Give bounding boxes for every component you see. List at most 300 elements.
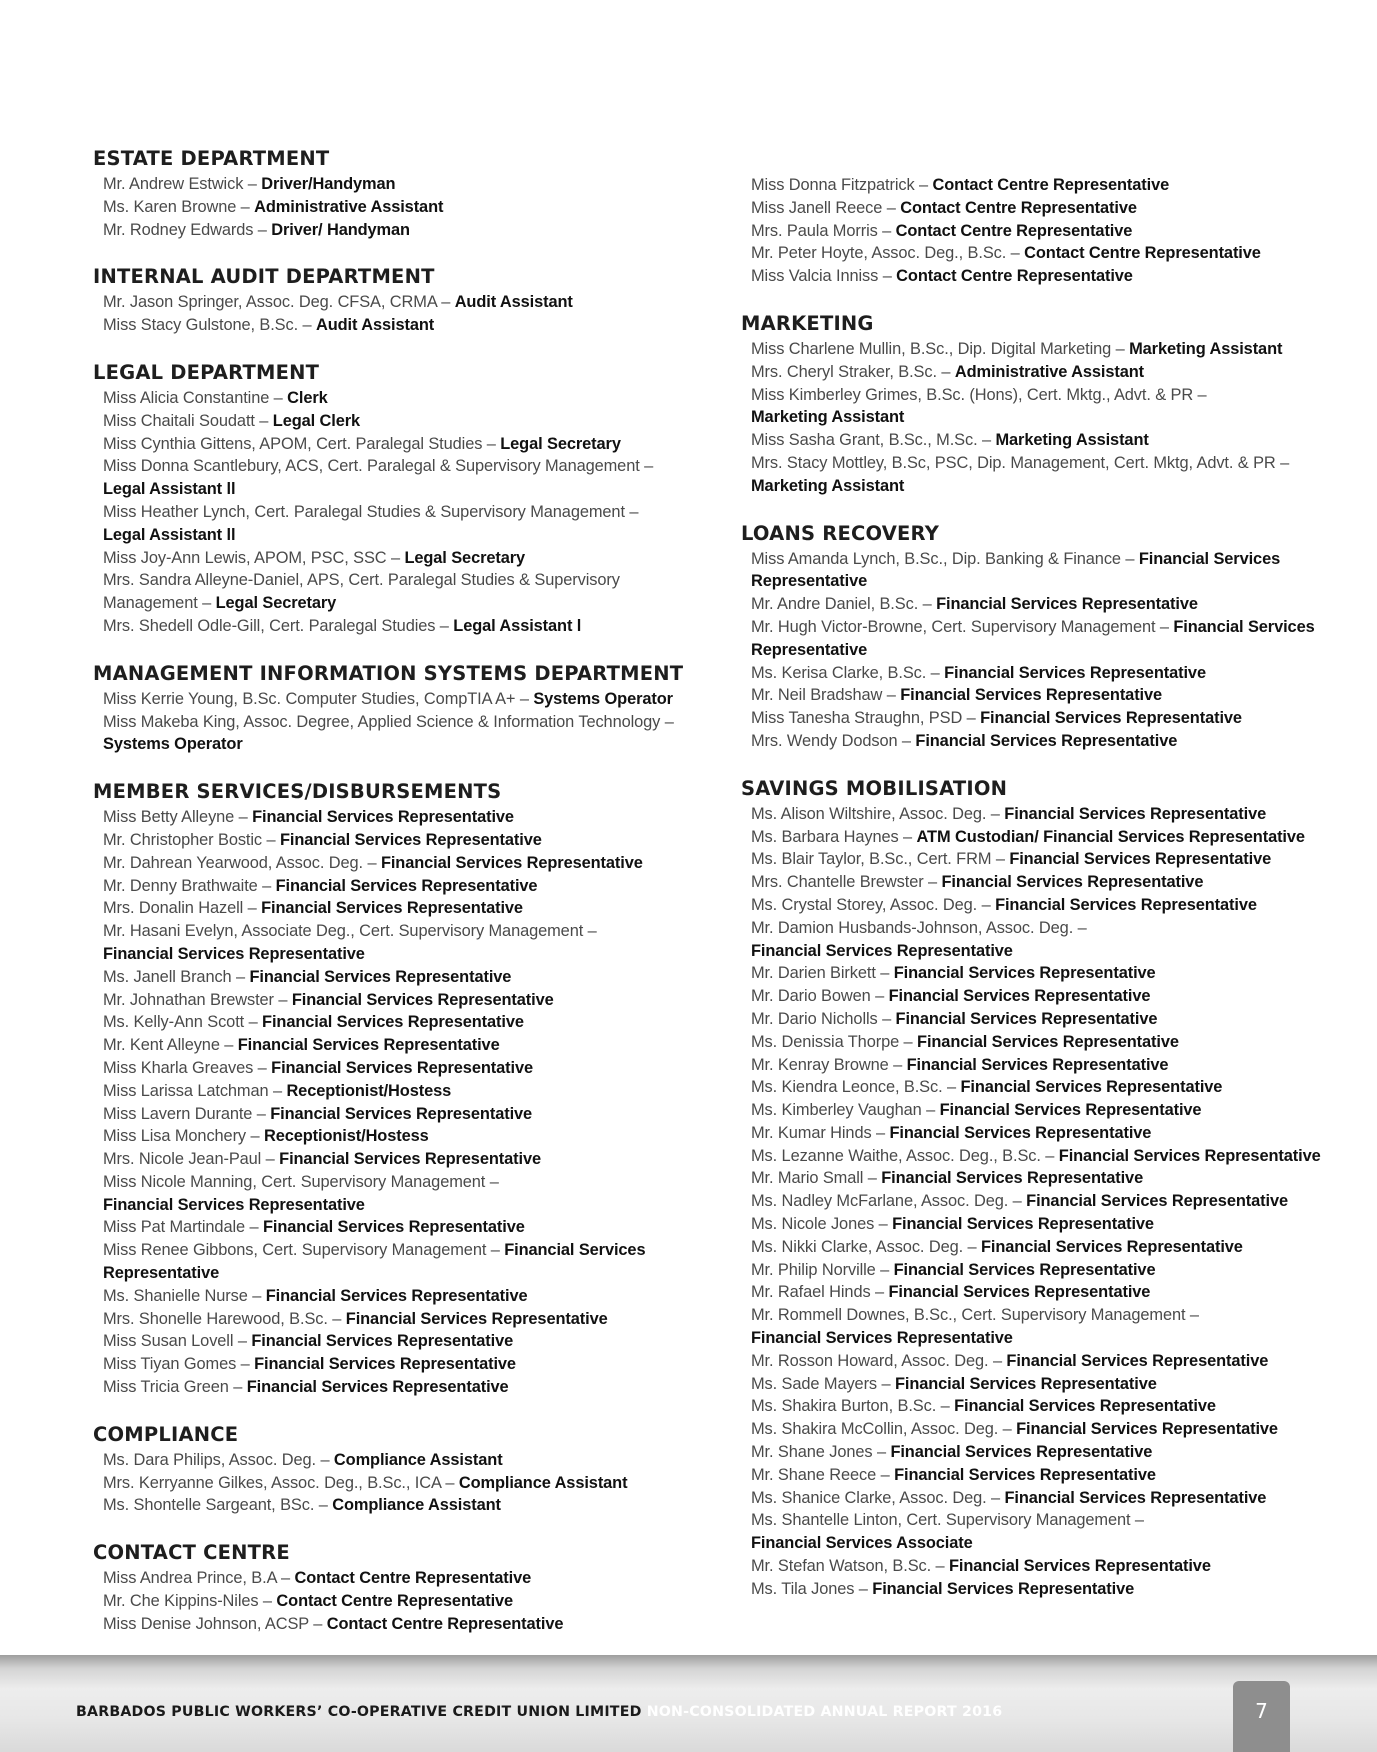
staff-role: Financial Services Representative <box>915 731 1178 750</box>
staff-name: Miss Kharla Greaves – <box>103 1058 272 1077</box>
staff-entry <box>103 173 713 196</box>
staff-list <box>93 173 713 241</box>
page-number-tab <box>1233 1681 1290 1752</box>
staff-entry <box>751 1441 1341 1464</box>
staff-entry <box>751 1145 1341 1168</box>
staff-entry <box>751 730 1341 753</box>
staff-entry <box>103 1125 713 1148</box>
staff-name: Mrs. Kerryanne Gilkes, Assoc. Deg., B.Sc., ICA – <box>103 1473 459 1492</box>
staff-entry <box>751 1122 1341 1145</box>
staff-entry <box>103 829 713 852</box>
staff-name: Miss Stacy Gulstone, B.Sc. – <box>103 316 316 335</box>
staff-name: Miss Chaitali Soudatt – <box>103 411 273 430</box>
staff-name: Mr. Darien Birkett – <box>751 964 894 983</box>
staff-name: Miss Lisa Monchery – <box>103 1127 264 1146</box>
staff-entry <box>103 1308 713 1331</box>
staff-entry <box>751 1076 1341 1099</box>
page-number: 7 <box>1255 1699 1268 1723</box>
staff-role: Administrative Assistant <box>954 362 1145 381</box>
staff-role: Financial Services Representative <box>249 967 512 986</box>
staff-name: Miss Charlene Mullin, B.Sc., Dip. Digital Marketing – <box>751 339 1130 358</box>
staff-entry <box>103 1285 713 1308</box>
department-title: LEGAL DEPARTMENT <box>93 360 320 384</box>
staff-role: Financial Services Representative <box>888 1283 1151 1302</box>
staff-role: Financial Services Representative <box>380 853 643 872</box>
staff-list <box>93 688 713 756</box>
staff-role: Legal Assistant ll <box>103 525 236 544</box>
staff-entry <box>751 985 1341 1008</box>
staff-entry <box>751 548 1341 594</box>
department-title: MANAGEMENT INFORMATION SYSTEMS DEPARTMENT <box>93 661 684 685</box>
staff-role: Clerk <box>287 388 328 407</box>
staff-role: Financial Services Representative <box>251 1332 514 1351</box>
staff-role: Financial Services Representative <box>939 1101 1202 1120</box>
staff-role: Financial Services Representative <box>892 1215 1154 1234</box>
staff-role: Financial Services Representative <box>895 1009 1158 1028</box>
department-title: SAVINGS MOBILISATION <box>741 776 1008 800</box>
staff-entry <box>103 1376 713 1399</box>
department-title: INTERNAL AUDIT DEPARTMENT <box>93 265 435 289</box>
staff-role: Contact Centre Representative <box>326 1614 564 1633</box>
staff-role: Systems Operator <box>533 689 673 708</box>
staff-entry <box>103 1567 713 1590</box>
staff-entry <box>103 1472 713 1495</box>
footer-text <box>76 1704 1002 1720</box>
staff-role: Legal Assistant ll <box>103 480 236 499</box>
staff-entry <box>103 1034 713 1057</box>
staff-name: Mr. Kenray Browne – <box>751 1055 907 1074</box>
staff-role: Audit Assistant <box>454 293 573 312</box>
staff-entry <box>103 688 713 711</box>
staff-name: Mr. Neil Bradshaw – <box>751 686 901 705</box>
staff-list <box>93 291 713 337</box>
staff-entry <box>103 1590 713 1613</box>
staff-name: Mr. Denny Brathwaite – <box>103 876 276 895</box>
staff-entry <box>751 242 1341 265</box>
section-legal-department <box>93 361 713 638</box>
staff-entry <box>751 1236 1341 1259</box>
staff-name: Miss Tiyan Gomes – <box>103 1355 255 1374</box>
staff-entry <box>751 684 1341 707</box>
staff-name: Miss Amanda Lynch, B.Sc., Dip. Banking & Finance – <box>751 549 1139 568</box>
staff-name: Ms. Crystal Storey, Assoc. Deg. – <box>751 895 996 914</box>
section-internal-audit-department <box>93 265 713 337</box>
staff-entry <box>751 894 1341 917</box>
staff-entry <box>751 452 1341 498</box>
section-contact-centre <box>93 1541 713 1635</box>
staff-role: Financial Services Representative <box>291 990 554 1009</box>
staff-entry <box>103 1148 713 1171</box>
staff-role: Receptionist/Hostess <box>286 1081 452 1100</box>
staff-name: Mrs. Sandra Alleyne-Daniel, APS, Cert. Paralegal Studies & Supervisory Management – <box>103 571 620 613</box>
staff-name: Miss Valcia Inniss – <box>751 267 897 286</box>
staff-name: Mr. Dahrean Yearwood, Assoc. Deg. – <box>103 853 381 872</box>
staff-role: Financial Services Representative <box>936 595 1198 614</box>
staff-role: Receptionist/Hostess <box>263 1127 429 1146</box>
staff-name: Mr. Rafael Hinds – <box>751 1283 889 1302</box>
staff-entry <box>103 291 713 314</box>
staff-name: Mr. Andre Daniel, B.Sc. – <box>751 595 937 614</box>
staff-role: Financial Services Representative <box>894 1374 1157 1393</box>
staff-entry <box>103 852 713 875</box>
staff-entry <box>751 1509 1341 1555</box>
staff-role: Driver/Handyman <box>261 175 396 193</box>
staff-entry <box>751 197 1341 220</box>
staff-role: Financial Services Representative <box>917 1032 1179 1051</box>
staff-role: Financial Services Representative <box>894 1465 1156 1484</box>
staff-name: Mr. Christopher Bostic – <box>103 830 280 849</box>
staff-role: Contact Centre Representative <box>895 221 1133 240</box>
staff-name: Mr. Peter Hoyte, Assoc. Deg., B.Sc. – <box>751 244 1025 263</box>
staff-role: Financial Services Representative <box>893 1260 1156 1279</box>
staff-entry <box>103 1011 713 1034</box>
staff-role: Financial Services Representative <box>252 808 514 827</box>
staff-role: Administrative Assistant <box>254 197 444 216</box>
department-title: COMPLIANCE <box>93 1422 239 1446</box>
staff-entry <box>103 387 713 410</box>
staff-entry <box>103 1171 713 1217</box>
staff-role: Financial Services Representative <box>262 1218 525 1237</box>
staff-role: Financial Services Representative <box>1058 1146 1321 1165</box>
staff-name: Miss Alicia Constantine – <box>103 388 288 407</box>
staff-role: Marketing Assistant <box>751 408 905 427</box>
staff-name: Ms. Alison Wiltshire, Assoc. Deg. – <box>751 804 1005 823</box>
staff-name: Mr. Hasani Evelyn, Associate Deg., Cert. Supervisory Management – <box>103 922 597 941</box>
staff-name: Mr. Dario Nicholls – <box>751 1009 896 1028</box>
staff-entry <box>103 1613 713 1636</box>
staff-entry <box>103 615 713 638</box>
staff-role: Financial Services Representative <box>1009 850 1272 869</box>
staff-name: Miss Pat Martindale – <box>103 1218 263 1237</box>
staff-role: Financial Services Representative <box>980 1237 1243 1256</box>
staff-role: Marketing Assistant <box>995 431 1149 450</box>
staff-list <box>741 803 1341 1601</box>
staff-entry <box>751 1259 1341 1282</box>
staff-name: Mr. Damion Husbands-Johnson, Assoc. Deg. – <box>751 918 1087 937</box>
staff-role: Financial Services Representative <box>237 1036 500 1055</box>
staff-entry <box>751 871 1341 894</box>
staff-name: Ms. Lezanne Waithe, Assoc. Deg., B.Sc. – <box>751 1146 1059 1165</box>
staff-role: Financial Services Representative <box>751 617 1315 659</box>
staff-name: Mrs. Shonelle Harewood, B.Sc. – <box>103 1309 346 1328</box>
staff-name: Miss Lavern Durante – <box>103 1104 271 1123</box>
staff-name: Mrs. Shedell Odle-Gill, Cert. Paralegal Studies – <box>103 616 454 635</box>
staff-entry <box>751 429 1341 452</box>
staff-role: Legal Secretary <box>404 548 526 567</box>
staff-name: Miss Betty Alleyne – <box>103 808 253 827</box>
staff-name: Mrs. Wendy Dodson – <box>751 731 916 750</box>
staff-entry <box>751 1099 1341 1122</box>
department-title: MEMBER SERVICES/DISBURSEMENTS <box>93 780 502 804</box>
staff-role: Compliance Assistant <box>458 1473 628 1492</box>
staff-entry <box>103 989 713 1012</box>
staff-role: Financial Services Representative <box>103 944 365 963</box>
staff-role: Financial Services Representative <box>872 1579 1135 1598</box>
department-title: CONTACT CENTRE <box>93 1541 290 1565</box>
staff-role: Contact Centre Representative <box>276 1592 514 1611</box>
staff-name: Ms. Denissia Thorpe – <box>751 1032 918 1051</box>
staff-role: Financial Services Representative <box>1006 1351 1269 1370</box>
staff-entry <box>103 433 713 456</box>
staff-name: Mr. Jason Springer, Assoc. Deg. CFSA, CRMA – <box>103 293 455 312</box>
staff-name: Mr. Kumar Hinds – <box>751 1123 890 1142</box>
staff-entry <box>103 569 713 615</box>
section-member-services-disbursements <box>93 780 713 1399</box>
staff-role: Financial Services Representative <box>944 663 1206 682</box>
staff-entry <box>751 1304 1341 1350</box>
right-column <box>741 147 1341 1625</box>
staff-entry <box>751 1054 1341 1077</box>
staff-role: Contact Centre Representative <box>900 198 1137 217</box>
staff-role: Financial Services Representative <box>980 709 1242 728</box>
staff-name: Ms. Karen Browne – <box>103 197 255 216</box>
staff-role: Financial Services Representative <box>103 1195 365 1214</box>
staff-role: Financial Services Representative <box>1004 1488 1267 1507</box>
staff-name: Miss Renee Gibbons, Cert. Supervisory Management – <box>103 1241 505 1260</box>
staff-name: Ms. Barbara Haynes – <box>751 827 917 846</box>
staff-role: Financial Services Representative <box>246 1378 509 1397</box>
staff-role: Legal Assistant l <box>453 616 582 635</box>
staff-name: Mr. Rosson Howard, Assoc. Deg. – <box>751 1351 1007 1370</box>
department-title: MARKETING <box>741 311 874 335</box>
staff-role: Financial Services Representative <box>890 1443 1153 1462</box>
staff-role: Financial Services Representative <box>906 1055 1169 1074</box>
staff-entry <box>103 1103 713 1126</box>
staff-name: Ms. Shakira Burton, B.Sc. – <box>751 1397 955 1416</box>
staff-role: Legal Secretary <box>500 434 621 453</box>
section-marketing <box>741 312 1341 498</box>
staff-role: Financial Services Representative <box>254 1355 516 1374</box>
staff-name: Miss Kerrie Young, B.Sc. Computer Studies, CompTIA A+ – <box>103 689 534 708</box>
staff-name: Miss Joy-Ann Lewis, APOM, PSC, SSC – <box>103 548 405 567</box>
staff-entry <box>751 593 1341 616</box>
staff-name: Ms. Shakira McCollin, Assoc. Deg. – <box>751 1420 1017 1439</box>
staff-role: Legal Clerk <box>272 411 361 430</box>
staff-name: Mrs. Paula Morris – <box>751 221 896 240</box>
staff-entry <box>751 707 1341 730</box>
staff-name: Mr. Rodney Edwards – <box>103 220 272 239</box>
section-compliance <box>93 1423 713 1517</box>
staff-entry <box>103 1353 713 1376</box>
staff-name: Mr. Philip Norville – <box>751 1260 894 1279</box>
staff-entry <box>103 711 713 757</box>
staff-role: Marketing Assistant <box>1129 339 1283 358</box>
staff-entry <box>103 547 713 570</box>
staff-name: Miss Denise Johnson, ACSP – <box>103 1614 327 1633</box>
staff-name: Miss Susan Lovell – <box>103 1332 252 1351</box>
staff-entry <box>103 920 713 966</box>
staff-role: Financial Services Representative <box>995 895 1257 914</box>
staff-entry <box>751 1418 1341 1441</box>
staff-role: Financial Services Representative <box>889 1123 1152 1142</box>
staff-list <box>93 387 713 638</box>
staff-role: Financial Services Representative <box>893 964 1156 983</box>
staff-role: Financial Services Representative <box>751 549 1281 591</box>
staff-entry <box>751 826 1341 849</box>
staff-role: Financial Services Representative <box>1016 1420 1278 1439</box>
staff-entry <box>103 1239 713 1285</box>
staff-name: Ms. Shanielle Nurse – <box>103 1286 266 1305</box>
staff-entry <box>103 897 713 920</box>
section-estate-department <box>93 147 713 241</box>
staff-role: Contact Centre Representative <box>294 1569 532 1588</box>
staff-entry <box>103 1330 713 1353</box>
staff-entry <box>103 314 713 337</box>
staff-role: Financial Services Representative <box>751 1329 1013 1348</box>
staff-role: Financial Services Representative <box>954 1397 1216 1416</box>
staff-role: Financial Services Representative <box>103 1241 646 1283</box>
staff-role: Contact Centre Representative <box>896 267 1133 286</box>
staff-name: Ms. Kimberley Vaughan – <box>751 1101 940 1120</box>
staff-list <box>741 338 1341 498</box>
staff-role: Compliance Assistant <box>332 1496 501 1515</box>
staff-name: Mr. Che Kippins-Niles – <box>103 1592 277 1611</box>
staff-entry <box>751 174 1341 197</box>
staff-entry <box>751 384 1341 430</box>
staff-name: Ms. Janell Branch – <box>103 967 250 986</box>
staff-list <box>741 548 1341 753</box>
staff-name: Ms. Kelly-Ann Scott – <box>103 1013 263 1032</box>
staff-role: Audit Assistant <box>316 316 435 335</box>
staff-entry <box>103 455 713 501</box>
section-management-information-systems-department <box>93 662 713 756</box>
staff-entry <box>751 662 1341 685</box>
staff-name: Mr. Johnathan Brewster – <box>103 990 292 1009</box>
staff-entry <box>751 1008 1341 1031</box>
staff-name: Ms. Nicole Jones – <box>751 1215 893 1234</box>
staff-list <box>741 174 1341 288</box>
staff-entry <box>751 1395 1341 1418</box>
staff-role: Financial Services Representative <box>1004 804 1267 823</box>
staff-role: Driver/ Handyman <box>271 220 410 239</box>
staff-entry <box>751 1281 1341 1304</box>
staff-entry <box>751 1167 1341 1190</box>
staff-entry <box>751 1464 1341 1487</box>
staff-role: Financial Services Representative <box>960 1078 1223 1097</box>
staff-entry <box>751 803 1341 826</box>
staff-name: Mr. Andrew Estwick – <box>103 175 262 193</box>
staff-name: Ms. Tila Jones – <box>751 1579 873 1598</box>
staff-name: Mr. Shane Jones – <box>751 1443 891 1462</box>
staff-name: Ms. Shanice Clarke, Assoc. Deg. – <box>751 1488 1005 1507</box>
staff-entry <box>751 338 1341 361</box>
staff-name: Ms. Nadley McFarlane, Assoc. Deg. – <box>751 1192 1027 1211</box>
staff-entry <box>103 1080 713 1103</box>
staff-name: Miss Kimberley Grimes, B.Sc. (Hons), Cert. Mktg., Advt. & PR – <box>751 385 1207 404</box>
staff-name: Mrs. Donalin Hazell – <box>103 899 262 918</box>
staff-name: Mr. Kent Alleyne – <box>103 1036 238 1055</box>
staff-role: Marketing Assistant <box>751 476 905 495</box>
staff-entry <box>751 220 1341 243</box>
staff-entry <box>751 616 1341 662</box>
staff-name: Mr. Dario Bowen – <box>751 987 889 1006</box>
staff-name: Mr. Hugh Victor-Browne, Cert. Supervisory Management – <box>751 617 1174 636</box>
staff-role: ATM Custodian/ Financial Services Representative <box>916 827 1305 846</box>
department-title: ESTATE DEPARTMENT <box>93 147 330 170</box>
staff-name: Mr. Rommell Downes, B.Sc., Cert. Supervisory Management – <box>751 1306 1199 1325</box>
staff-name: Ms. Blair Taylor, B.Sc., Cert. FRM – <box>751 850 1010 869</box>
staff-name: Mrs. Nicole Jean-Paul – <box>103 1150 280 1169</box>
staff-role: Financial Services Representative <box>881 1169 1144 1188</box>
staff-entry <box>751 265 1341 288</box>
staff-entry <box>751 1487 1341 1510</box>
staff-entry <box>103 219 713 242</box>
staff-role: Contact Centre Representative <box>932 176 1170 194</box>
staff-entry <box>103 1057 713 1080</box>
staff-role: Financial Services Representative <box>1026 1192 1288 1211</box>
staff-entry <box>103 410 713 433</box>
staff-name: Miss Heather Lynch, Cert. Paralegal Studies & Supervisory Management – <box>103 502 639 521</box>
staff-name: Mr. Mario Small – <box>751 1169 882 1188</box>
staff-role: Systems Operator <box>103 735 243 754</box>
footer-organization: BARBADOS PUBLIC WORKERS’ CO-OPERATIVE CREDIT UNION LIMITED <box>76 1704 642 1720</box>
staff-name: Miss Larissa Latchman – <box>103 1081 287 1100</box>
staff-role: Financial Services Representative <box>279 1150 541 1169</box>
staff-list <box>93 1449 713 1517</box>
staff-list <box>93 806 713 1399</box>
staff-name: Ms. Dara Philips, Assoc. Deg. – <box>103 1450 334 1469</box>
department-title: LOANS RECOVERY <box>741 521 940 545</box>
staff-name: Miss Nicole Manning, Cert. Supervisory Management – <box>103 1172 499 1191</box>
staff-role: Legal Secretary <box>215 594 337 613</box>
staff-role: Financial Services Representative <box>265 1286 528 1305</box>
staff-entry <box>103 1216 713 1239</box>
staff-role: Financial Services Representative <box>888 987 1151 1006</box>
section-savings-mobilisation <box>741 777 1341 1601</box>
staff-role: Financial Services Representative <box>275 876 538 895</box>
staff-name: Ms. Nikki Clarke, Assoc. Deg. – <box>751 1237 981 1256</box>
staff-role: Financial Services Representative <box>261 899 523 918</box>
staff-role: Financial Services Representative <box>941 873 1204 892</box>
staff-entry <box>751 1213 1341 1236</box>
staff-name: Miss Cynthia Gittens, APOM, Cert. Paralegal Studies – <box>103 434 501 453</box>
staff-role: Financial Services Representative <box>900 686 1163 705</box>
staff-entry <box>751 917 1341 963</box>
section-loans-recovery <box>741 522 1341 753</box>
staff-name: Miss Donna Fitzpatrick – <box>751 176 933 194</box>
staff-name: Miss Janell Reece – <box>751 198 901 217</box>
footer-report-title: NON-CONSOLIDATED ANNUAL REPORT 2016 <box>646 1704 1003 1720</box>
staff-name: Ms. Kerisa Clarke, B.Sc. – <box>751 663 945 682</box>
staff-name: Miss Makeba King, Assoc. Degree, Applied Science & Information Technology – <box>103 712 674 731</box>
staff-name: Ms. Kiendra Leonce, B.Sc. – <box>751 1078 961 1097</box>
staff-entry <box>751 1350 1341 1373</box>
staff-entry <box>103 1449 713 1472</box>
staff-role: Compliance Assistant <box>333 1450 503 1469</box>
staff-entry <box>103 966 713 989</box>
staff-entry <box>751 1031 1341 1054</box>
staff-role: Financial Services Representative <box>279 830 542 849</box>
staff-role: Financial Services Representative <box>345 1309 608 1328</box>
staff-name: Mrs. Cheryl Straker, B.Sc. – <box>751 362 955 381</box>
staff-entry <box>751 962 1341 985</box>
staff-role: Contact Centre Representative <box>1024 244 1261 263</box>
staff-role: Financial Services Representative <box>949 1557 1211 1576</box>
staff-entry <box>103 806 713 829</box>
staff-role: Financial Services Representative <box>271 1058 533 1077</box>
staff-entry <box>751 848 1341 871</box>
staff-name: Miss Tanesha Straughn, PSD – <box>751 709 981 728</box>
left-column <box>93 147 713 1660</box>
staff-role: Financial Services Representative <box>751 941 1013 960</box>
staff-name: Mrs. Stacy Mottley, B.Sc, PSC, Dip. Management, Cert. Mktg, Advt. & PR – <box>751 453 1290 472</box>
staff-entry <box>751 1190 1341 1213</box>
staff-name: Mrs. Chantelle Brewster – <box>751 873 942 892</box>
staff-name: Miss Andrea Prince, B.A – <box>103 1569 295 1588</box>
staff-entry <box>103 196 713 219</box>
staff-entry <box>103 875 713 898</box>
staff-role: Financial Services Associate <box>751 1534 973 1553</box>
